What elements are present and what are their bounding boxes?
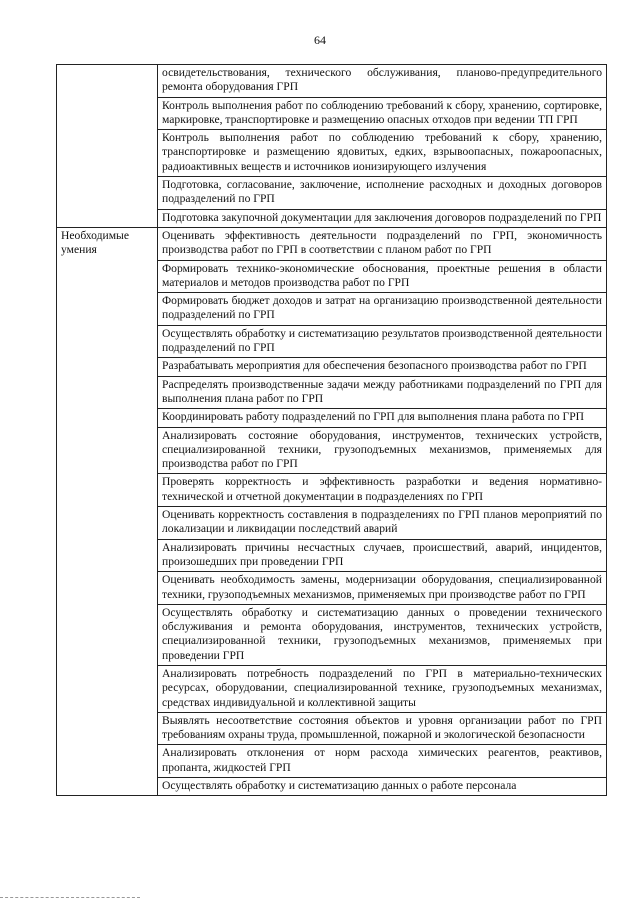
table-cell: Подготовка, согласование, заключение, исполнение расходных и доходных договоров подразделений по ГРП <box>158 177 607 210</box>
competency-table <box>56 64 607 796</box>
skill-item: Осуществлять обработку и систематизацию результатов производственной деятельности подразделений по ГРП <box>158 325 607 358</box>
skill-item: Распределять производственные задачи между работниками подразделений по ГРП для выполнения плана работ по ГРП <box>158 376 607 409</box>
page-number: 64 <box>314 33 326 47</box>
table-row <box>57 227 607 260</box>
skill-item: Анализировать отклонения от норм расхода химических реагентов, реактивов, пропанта, жидкостей ГРП <box>158 745 607 778</box>
skill-item: Анализировать причины несчастных случаев, происшествий, аварий, инцидентов, произошедших при проведении ГРП <box>158 539 607 572</box>
skill-item: Разрабатывать мероприятия для обеспечения безопасного производства работ по ГРП <box>158 358 607 376</box>
skills-label: Необходимые умения <box>57 227 158 795</box>
empty-label-cell <box>57 65 158 228</box>
skill-item: Формировать бюджет доходов и затрат на организацию производственной деятельности подразделений по ГРП <box>158 293 607 326</box>
skill-item: Формировать технико-экономические обоснования, проектные решения в области материалов и методов производства работ по ГРП <box>158 260 607 293</box>
table-cell: освидетельствования, технического обслуживания, планово-предупредительного ремонта оборудования ГРП <box>158 65 607 98</box>
skill-item: Координировать работу подразделений по ГРП для выполнения плана работа по ГРП <box>158 409 607 427</box>
skill-item: Оценивать эффективность деятельности подразделений по ГРП, экономичность производства работ по ГРП в соответствии с планом работ по ГРП <box>158 227 607 260</box>
skill-item: Проверять корректность и эффективность разработки и ведения нормативно-технической и отчетной документации в подразделениях по ГРП <box>158 474 607 507</box>
table-row <box>57 65 607 98</box>
table-cell: Подготовка закупочной документации для заключения договоров подразделений по ГРП <box>158 209 607 227</box>
skill-item: Осуществлять обработку и систематизацию данных о работе персонала <box>158 778 607 796</box>
table-cell: Контроль выполнения работ по соблюдению требований к сбору, хранению, сортировке, маркировке, транспортировке и размещению опасных отходов при ведении ТП ГРП <box>158 97 607 130</box>
scan-edge-divider <box>0 897 140 901</box>
skill-item: Оценивать корректность составления в подразделениях по ГРП планов мероприятий по локализации и ликвидации последствий аварий <box>158 507 607 540</box>
table-cell: Контроль выполнения работ по соблюдению требований к сбору, хранению, транспортировке и размещению ядовитых, едких, взрывоопасных, пожароопасных, радиоактивных веществ и источников ионизирующего излучения <box>158 130 607 177</box>
skill-item: Выявлять несоответствие состояния объектов и уровня организации работ по ГРП требованиям охраны труда, промышленной, пожарной и экологической безопасности <box>158 712 607 745</box>
skill-item: Анализировать состояние оборудования, инструментов, технических устройств, специализированной техники, грузоподъемных механизмов, применяемых для производства работ по ГРП <box>158 427 607 474</box>
skill-item: Осуществлять обработку и систематизацию данных о проведении технического обслуживания и ремонта оборудования, инструментов, технических устройств, специализированной техники, грузоподъемных механизмов, применяемых при проведении ГРП <box>158 604 607 665</box>
skill-item: Анализировать потребность подразделений по ГРП в материально-технических ресурсах, оборудовании, специализированной технике, грузоподъемных механизмах, средствах индивидуальной и коллективной защиты <box>158 665 607 712</box>
skill-item: Оценивать необходимость замены, модернизации оборудования, специализированной техники, грузоподъемных механизмов, применяемых при производстве работ по ГРП <box>158 572 607 605</box>
